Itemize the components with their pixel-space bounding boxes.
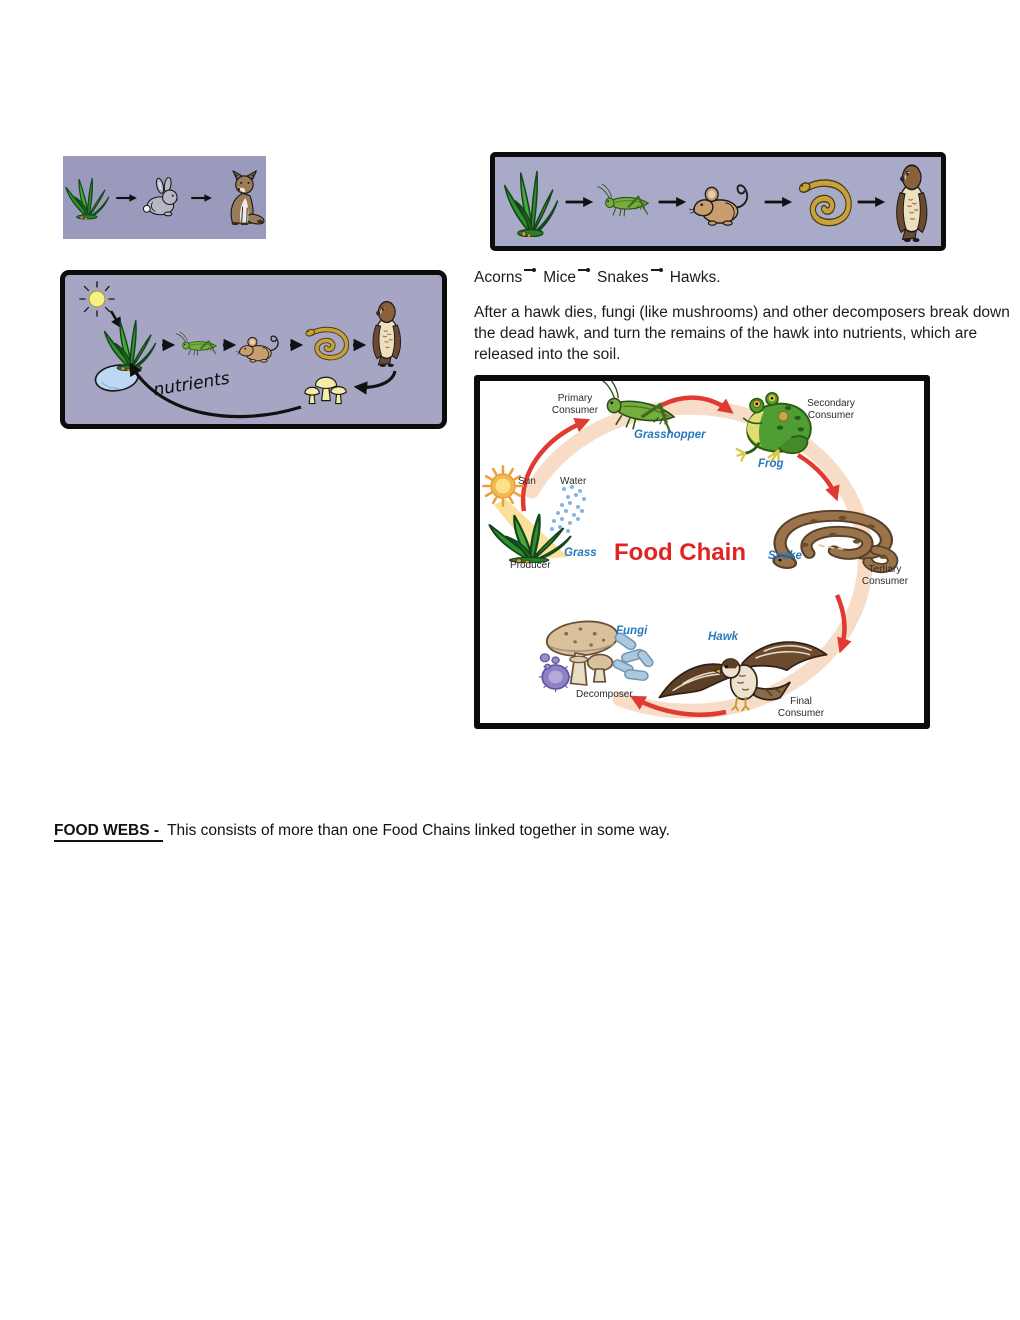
diagram-title: Food Chain bbox=[614, 539, 746, 566]
snake-label: Snake bbox=[768, 550, 802, 562]
nutrient-cycle-diagram bbox=[60, 270, 447, 429]
mouse-illustration bbox=[236, 336, 278, 362]
fox-illustration bbox=[216, 167, 266, 228]
producer-label: Producer bbox=[510, 560, 551, 571]
food-chain-cycle-diagram bbox=[474, 375, 930, 729]
chain-item: Hawks. bbox=[669, 269, 721, 286]
chain-item: Mice bbox=[543, 269, 576, 286]
hawk-illustration bbox=[373, 302, 401, 367]
tiny-arrow-icon bbox=[524, 268, 536, 275]
grasshopper-label: Grasshopper bbox=[634, 429, 706, 441]
water-label: Water bbox=[560, 476, 587, 487]
arrow-right-icon bbox=[657, 195, 687, 209]
chain-item: Acorns bbox=[474, 269, 523, 286]
tiny-arrow-icon bbox=[651, 268, 663, 275]
arrow-right-icon bbox=[564, 195, 594, 209]
decomposer-label: Decomposer bbox=[576, 689, 633, 700]
grass-illustration bbox=[63, 173, 112, 222]
tertiary-consumer-label: Tertiary Consumer bbox=[861, 564, 909, 587]
food-chain-strip-grass-to-hawk bbox=[490, 152, 946, 251]
mouse-illustration bbox=[689, 176, 761, 228]
fungi-label: Fungi bbox=[616, 625, 648, 637]
grass-illustration bbox=[501, 167, 561, 237]
arrow-right-icon bbox=[115, 192, 138, 204]
food-webs-text: This consists of more than one Food Chains linked together in some way. bbox=[167, 822, 670, 839]
sun-to-grass-arrow bbox=[111, 311, 120, 326]
food-webs-line bbox=[54, 822, 670, 842]
food-webs-heading: FOOD WEBS - bbox=[54, 822, 163, 842]
sun-icon bbox=[80, 282, 114, 316]
grass-label: Grass bbox=[564, 547, 597, 559]
acorn-chain-line bbox=[474, 268, 721, 287]
hawk-label: Hawk bbox=[708, 631, 739, 643]
snake-illustration bbox=[796, 174, 854, 230]
final-consumer-label: Final Consumer bbox=[777, 696, 825, 719]
grasshopper-illustration bbox=[176, 332, 216, 356]
food-chain-strip-grass-rabbit-fox bbox=[63, 156, 266, 239]
mushrooms-illustration bbox=[305, 377, 346, 403]
grass-illustration bbox=[104, 321, 155, 372]
grasshopper-illustration bbox=[596, 183, 654, 221]
hawk-illustration bbox=[889, 162, 935, 242]
tiny-arrow-icon bbox=[578, 268, 590, 275]
chain-item: Snakes bbox=[596, 269, 649, 286]
decomposer-paragraph: After a hawk dies, fungi (like mushrooms) and other decomposers break down the dead hawk, and turn the remains of the hawk into nutrients, which are released into the soil. bbox=[474, 304, 1010, 363]
nutrients-label: nutrients bbox=[152, 368, 232, 401]
nutrient-cycle-art bbox=[65, 275, 442, 424]
sun-icon bbox=[483, 466, 522, 505]
hawk-to-fungi-arrow bbox=[357, 371, 395, 387]
arrow-right-icon bbox=[856, 195, 886, 209]
frog-label: Frog bbox=[758, 458, 784, 470]
snake-illustration bbox=[305, 328, 346, 357]
water-droplets bbox=[550, 485, 586, 533]
sun-label: Sun bbox=[518, 476, 536, 487]
arrow-right-icon bbox=[763, 195, 793, 209]
frog-illustration bbox=[737, 393, 811, 462]
rabbit-illustration bbox=[140, 175, 187, 220]
primary-consumer-label: Primary Consumer bbox=[551, 393, 599, 416]
arrow-right-icon bbox=[190, 192, 213, 204]
secondary-consumer-label: Secondary Consumer bbox=[807, 398, 855, 421]
